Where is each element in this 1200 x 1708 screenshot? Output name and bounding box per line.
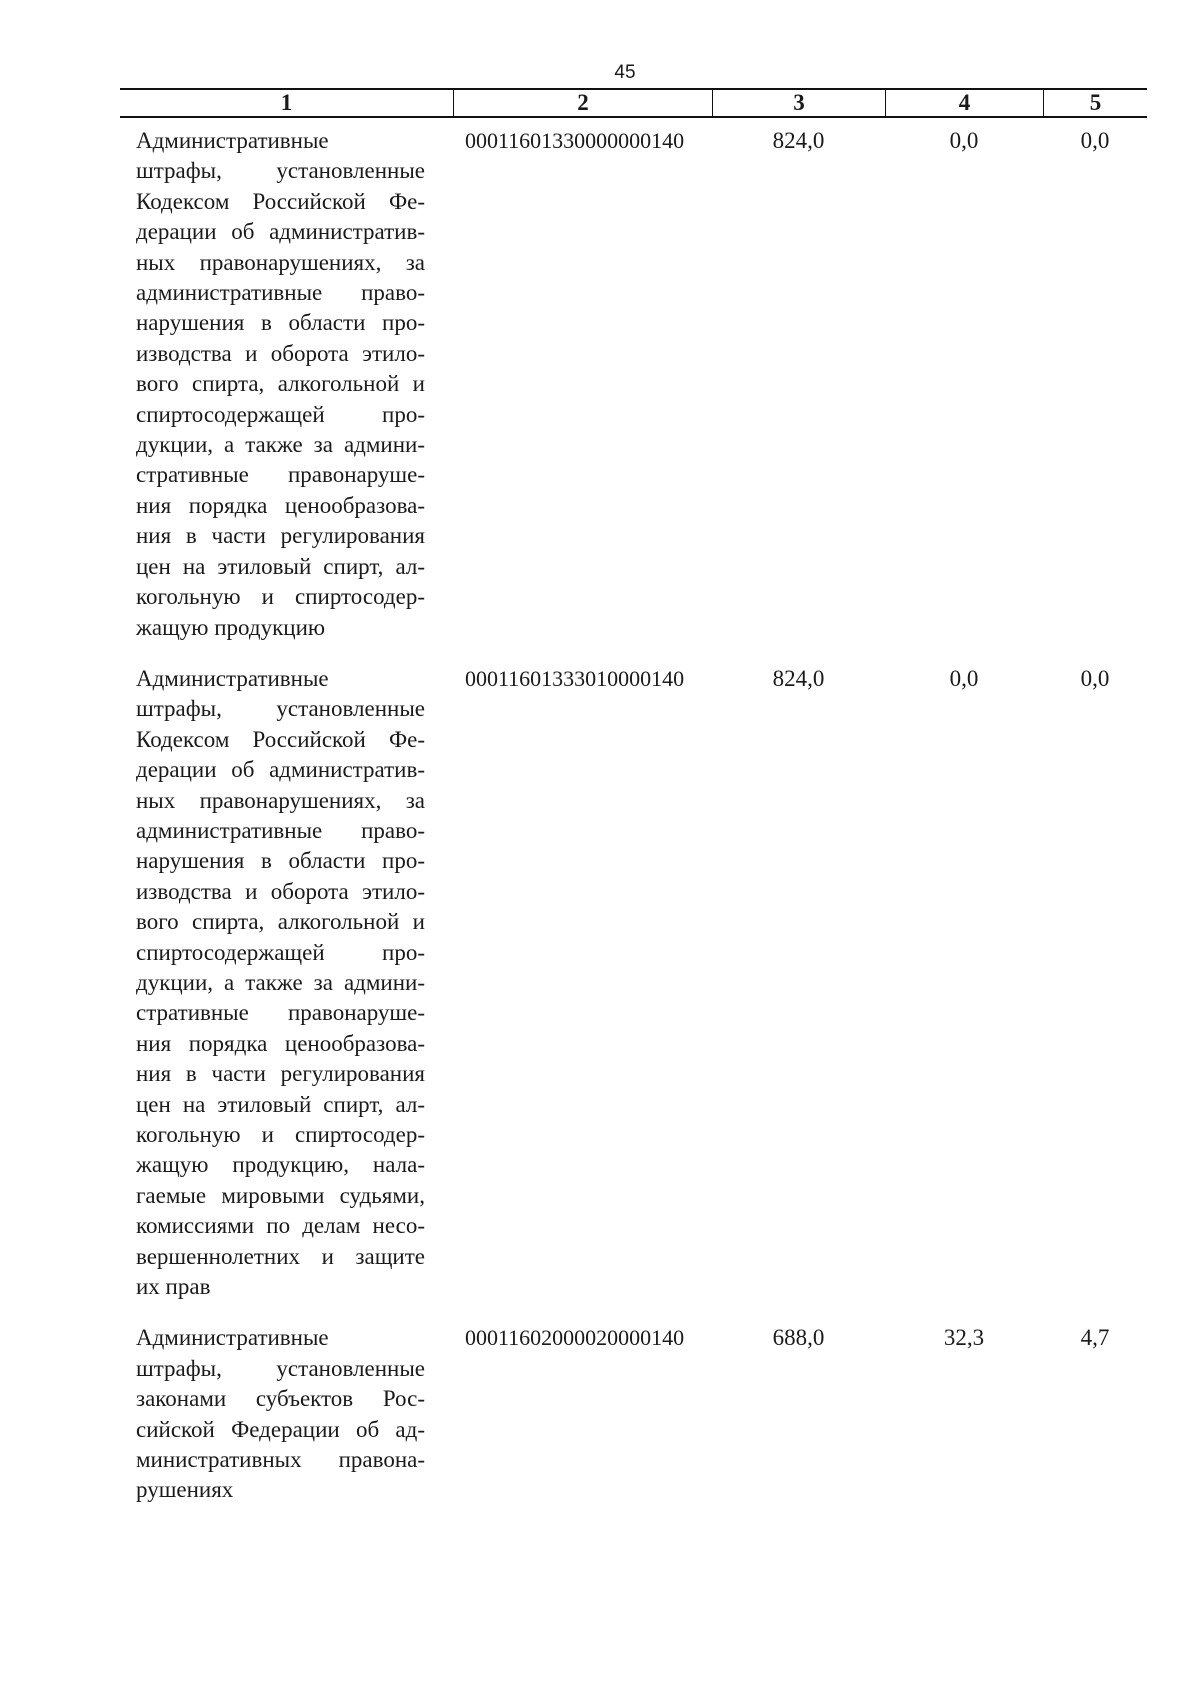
description-line: сийской Федерации об ад- <box>136 1416 425 1442</box>
description-line: цен на этиловый спирт, ал- <box>136 1091 425 1117</box>
description-line: административные право- <box>136 817 425 843</box>
row-value-col5: 4,7 <box>1080 1325 1110 1351</box>
description-line: Кодексом Российской Фе- <box>136 188 425 214</box>
description-line: ных правонарушениях, за <box>136 249 425 275</box>
description-line: министративных правона- <box>136 1447 425 1473</box>
header-col-3: 3 <box>712 90 885 116</box>
row-description <box>120 1323 453 1505</box>
description-line: жащую продукцию <box>136 614 326 640</box>
row-code: 00011601330000000140 <box>465 128 685 153</box>
table-row <box>120 664 1147 1303</box>
description-line: ных правонарушениях, за <box>136 787 425 813</box>
description-line: законами субъектов Рос- <box>136 1386 425 1412</box>
table-header <box>120 88 1147 118</box>
row-value-col3: 824,0 <box>772 665 825 691</box>
description-line: административные право- <box>136 280 425 306</box>
description-line: нарушения в области про- <box>136 848 425 874</box>
description-line: рушениях <box>136 1477 234 1503</box>
description-line: когольную и спиртосодер- <box>136 1122 425 1147</box>
description-line: дерации об административ- <box>136 757 425 783</box>
row-value-col4: 0,0 <box>949 665 979 691</box>
description-line: изводства и оборота этило- <box>136 878 425 904</box>
row-description <box>120 664 453 1303</box>
header-col-5: 5 <box>1043 90 1147 116</box>
description-line: ния в части регулирования <box>136 1061 425 1087</box>
description-line: изводства и оборота этило- <box>136 340 425 366</box>
row-value-col4: 32,3 <box>943 1325 985 1351</box>
description-line: стративные правонаруше- <box>136 1000 425 1026</box>
description-line: ния порядка ценообразова- <box>136 1030 425 1056</box>
page-number: 45 <box>614 62 636 83</box>
description-line: ния порядка ценообразова- <box>136 492 425 518</box>
description-line: вого спирта, алкогольной и <box>136 909 425 935</box>
header-col-1: 1 <box>280 90 293 115</box>
description-line: дерации об административ- <box>136 219 425 245</box>
description-line: вого спирта, алкогольной и <box>136 371 425 397</box>
description-line: жащую продукцию, нала- <box>136 1152 425 1178</box>
description-line: Административные <box>136 1325 329 1351</box>
description-line: штрафы, установленные <box>136 158 425 184</box>
description-line: Кодексом Российской Фе- <box>136 726 425 752</box>
table-row <box>120 126 1147 643</box>
description-line: цен на этиловый спирт, ал- <box>136 553 425 579</box>
row-code: 00011601333010000140 <box>465 665 685 691</box>
row-value-col4: 0,0 <box>949 128 979 153</box>
description-line: дукции, а также за админи- <box>136 969 425 995</box>
description-line: когольную и спиртосодер- <box>136 584 425 610</box>
header-col-4: 4 <box>885 90 1043 116</box>
description-line: ния в части регулирования <box>136 523 425 549</box>
row-value-col3: 688,0 <box>772 1325 825 1351</box>
description-line: штрафы, установленные <box>136 1355 425 1381</box>
table-row <box>120 1323 1147 1505</box>
row-value-col3: 824,0 <box>772 128 825 153</box>
description-line: штрафы, установленные <box>136 696 425 722</box>
description-line: комиссиями по делам несо- <box>136 1213 425 1239</box>
description-line: их прав <box>136 1274 211 1300</box>
description-line: Административные <box>136 665 329 691</box>
row-value-col5: 0,0 <box>1080 128 1110 153</box>
description-line: нарушения в области про- <box>136 310 425 336</box>
description-line: Административные <box>136 128 329 153</box>
row-value-col5: 0,0 <box>1080 665 1110 691</box>
table-body <box>120 126 1147 1527</box>
description-line: стративные правонаруше- <box>136 462 425 488</box>
header-col-2: 2 <box>453 90 712 116</box>
description-line: спиртосодержащей про- <box>136 939 425 965</box>
description-line: гаемые мировыми судьями, <box>136 1182 425 1208</box>
row-code: 00011602000020000140 <box>465 1325 685 1351</box>
description-line: вершеннолетних и защите <box>136 1243 425 1269</box>
description-line: дукции, а также за админи- <box>136 432 425 458</box>
row-description <box>120 126 453 643</box>
description-line: спиртосодержащей про- <box>136 401 425 427</box>
